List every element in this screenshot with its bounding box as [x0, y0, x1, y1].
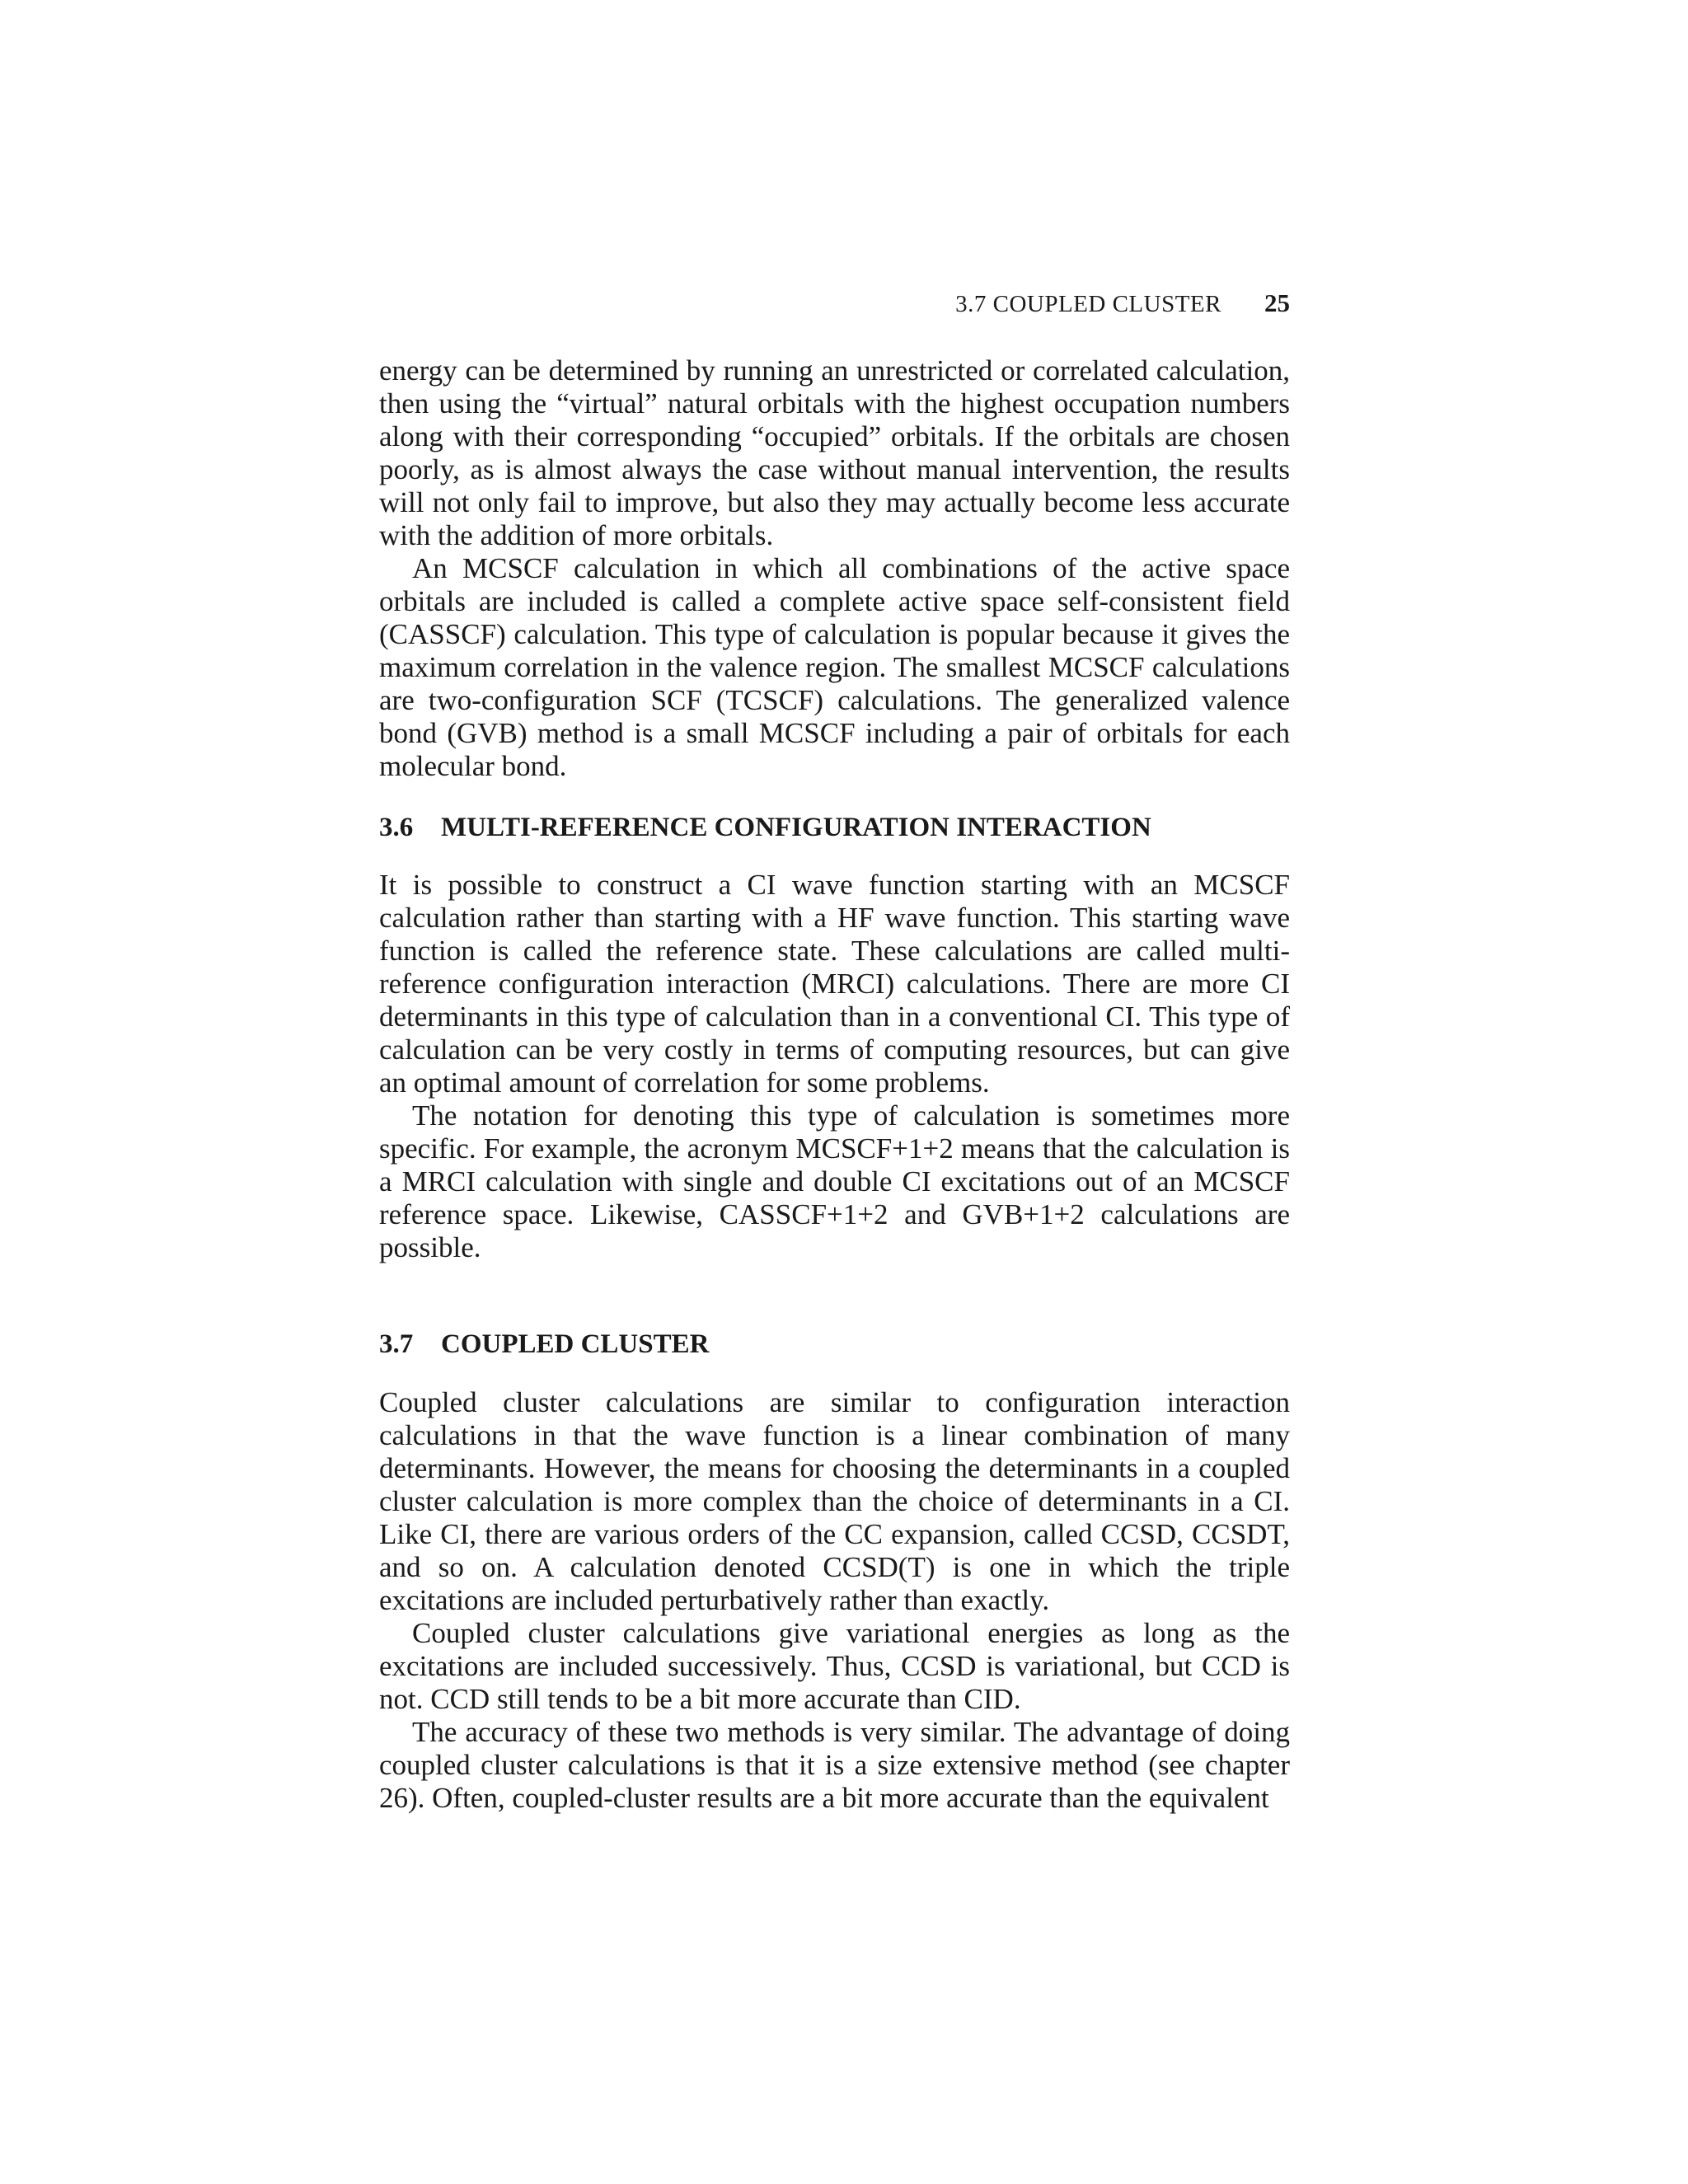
paragraph: The notation for denoting this type of calculation is sometimes more specific. For example, the acronym MCSCF+1+2 means that the calculation is a MRCI calculation with single and double CI excitations out of an MCSCF reference space. Likewise, CASSCF+1+2 and GVB+1+2 calculations are possible. [379, 1099, 1290, 1263]
section-heading-3-6 [379, 811, 1290, 844]
section-title: MULTI-REFERENCE CONFIGURATION INTERACTION [441, 813, 1151, 842]
running-title: 3.7 COUPLED CLUSTER [955, 291, 1221, 317]
section-3-7-body [379, 1386, 1290, 1815]
paragraph: The accuracy of these two methods is very similar. The advantage of doing coupled cluster calculations is that it is a size extensive method (see chapter 26). Often, coupled-cluster results are a bit more accurate than the equivalent [379, 1716, 1290, 1814]
paragraph: Coupled cluster calculations give variational energies as long as the excitations are included successively. Thus, CCSD is variational, but CCD is not. CCD still tends to be a bit more accurate than CID. [379, 1617, 1290, 1715]
running-header [379, 287, 1290, 320]
paragraph: An MCSCF calculation in which all combinations of the active space orbitals are included is called a complete active space self-consistent field (CASSCF) calculation. This type of calculation is popular because it gives the maximum correlation in the valence region. The smallest MCSCF calculations are two-configuration SCF (TCSCF) calculations. The generalized valence bond (GVB) method is a small MCSCF including a pair of orbitals for each molecular bond. [379, 552, 1290, 782]
section-number: 3.7 [379, 1329, 414, 1359]
section-heading-3-7 [379, 1328, 1290, 1361]
paragraph: It is possible to construct a CI wave function starting with an MCSCF calculation rather than starting with a HF wave function. This starting wave function is called the reference state. These calculations are called multi-reference configuration interaction (MRCI) calculations. There are more CI determinants in this type of calculation than in a conventional CI. This type of calculation can be very costly in terms of computing resources, but can give an optimal amount of correlation for some problems. [379, 869, 1290, 1099]
page-number: 25 [1264, 288, 1290, 317]
paragraph: energy can be determined by running an unrestricted or correlated calculation, then using the “virtual” natural orbitals with the highest occupation numbers along with their corresponding “occupied” orbitals. If the orbitals are chosen poorly, as is almost always the case without manual intervention, the results will not only fail to improve, but also they may actually become less accurate with the addition of more orbitals. [379, 354, 1290, 551]
section-3-6-body [379, 869, 1290, 1264]
section-number: 3.6 [379, 813, 414, 842]
section-title: COUPLED CLUSTER [441, 1329, 710, 1359]
section-continued-text [379, 354, 1290, 783]
paragraph: Coupled cluster calculations are similar to configuration interaction calculations in that the wave function is a linear combination of many determinants. However, the means for choosing the determinants in a coupled cluster calculation is more complex than the choice of determinants in a CI. Like CI, there are various orders of the CC expansion, called CCSD, CCSDT, and so on. A calculation denoted CCSD(T) is one in which the triple excitations are included perturbatively rather than exactly. [379, 1386, 1290, 1616]
